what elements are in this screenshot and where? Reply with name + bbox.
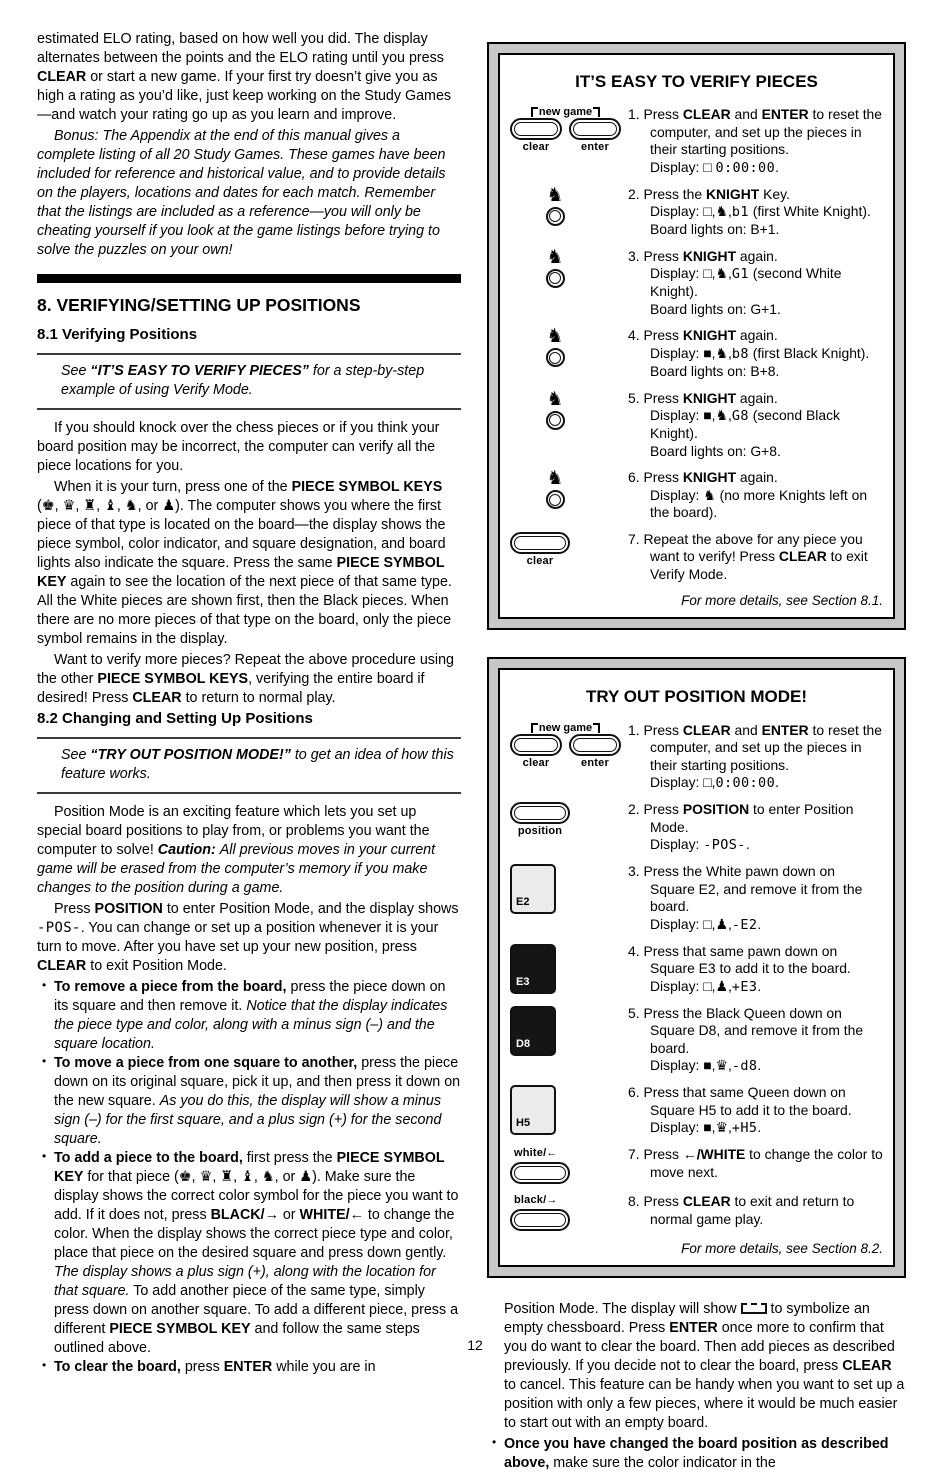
clear-keycap-icon — [510, 118, 562, 140]
clear-keycap-icon — [510, 532, 570, 554]
position-mode-box — [487, 657, 906, 1278]
callout-verify-pieces: See “IT’S EASY TO VERIFY PIECES” for a step-by-step example of using Verify Mode. — [37, 353, 461, 410]
enter-key — [569, 734, 621, 771]
position-mode-bullet-list — [37, 978, 461, 1377]
step-text: 7. Repeat the above for any piece you want to verify! Press CLEAR to exit Verify Mode. — [628, 530, 868, 582]
black-keycap-icon — [510, 1209, 570, 1231]
left-column — [37, 30, 461, 1377]
verify-pieces-box-title: IT’S EASY TO VERIFY PIECES — [575, 72, 818, 91]
verify-step-4 — [510, 327, 883, 380]
knight-key-icon — [546, 246, 565, 288]
paragraph-press-position: Press POSITION to enter Position Mode, and the display shows -POS-. You can change or set up a position whenever it is your turn to move. After you have set up your new position, press CLEAR to exit Position Mode. — [37, 901, 459, 974]
position-step-8 — [510, 1193, 883, 1231]
position-step-8-icons — [510, 1193, 628, 1231]
position-step-2 — [510, 801, 883, 854]
position-mode-box-inner — [498, 668, 895, 1267]
list-item-move-piece: • To move a piece from one square to another, press the piece down on its original square, pick it up, and then press it down on the new square. As you do this, the display will show a minus sign (–) for the first square, and a plus sign (+) for the second square. — [37, 1054, 461, 1149]
knight-glyph-icon: ♞ — [546, 388, 564, 410]
knight-key-icon — [546, 388, 565, 430]
step-text: 1. Press CLEAR and ENTER to reset the computer, and set up the pieces in their starting positions. Display: □,0:00:00. — [628, 721, 883, 792]
knight-glyph-icon: ♞ — [546, 246, 564, 268]
bracket-right — [593, 723, 600, 733]
verify-step-5 — [510, 390, 883, 461]
new-game-key-group — [510, 107, 621, 155]
list-item-once-changed: • Once you have changed the board position as described above, make sure the color indicator in the — [487, 1435, 906, 1473]
section-divider-bar — [37, 274, 461, 283]
enter-keycap-icon — [569, 118, 621, 140]
right-bottom-text — [487, 1300, 906, 1433]
round-keycap-icon — [546, 490, 565, 509]
step-text: 6. Press KNIGHT again. Display: ♞ (no more Knights left on the board). — [628, 469, 868, 521]
square-h5-icon — [510, 1085, 556, 1135]
square-e2-icon — [510, 864, 556, 914]
step-text: 8. Press CLEAR to exit and return to normal game play. — [628, 1193, 855, 1227]
paragraph-elo-rating: estimated ELO rating, based on how well you did. The display alternates between the points and the ELO rating until you press CLEAR or start a new game. If your first try doesn’t give you as high a rating as you’d like, just keep working on the Study Games—and watch your rating go up as you learn and improve. — [37, 31, 452, 123]
subsection-heading-8-1: 8.1 Verifying Positions — [37, 326, 198, 343]
step-text: 6. Press that same Queen down on Square H5 to add it to the board. Display: ■,♛,+H5. — [628, 1084, 852, 1137]
verify-step-3-icons — [510, 248, 600, 288]
verify-step-4-icons — [510, 327, 600, 367]
step-text: 3. Press KNIGHT again. Display: □,♞,G1 (second White Knight). Board lights on: G+1. — [628, 247, 842, 317]
position-step-5-icons — [510, 1005, 628, 1056]
knight-glyph-icon: ♞ — [546, 326, 564, 348]
bracket-left — [531, 107, 538, 117]
clear-key-label: clear — [522, 756, 550, 769]
box-footer-reference: For more details, see Section 8.1. — [681, 593, 883, 609]
knight-key-icon — [546, 470, 565, 509]
list-item-clear-board: • To clear the board, press ENTER while you are in — [37, 1358, 461, 1377]
round-keycap-icon — [546, 348, 565, 367]
bracket-right — [593, 107, 600, 117]
verify-pieces-box-inner — [498, 53, 895, 619]
square-d8-icon — [510, 1006, 556, 1056]
list-item-add-piece: • To add a piece to the board, first press the PIECE SYMBOL KEY for that piece (♚, ♛, ♜, ♝, ♞, or ♟). Make sure the display shows the correct color symbol for the piece you want to add. If it does not, press BLACK/→ or WHITE/← to change the color. When the display shows the correct piece type and color, place that piece on the desired square and press down gently. The display shows a plus sign (+), along with the location for that square. To add another piece of the same type, simply press down on another square. To add a different piece, press a different PIECE SYMBOL KEY and follow the same steps outlined above. — [37, 1149, 461, 1358]
position-step-4-icons — [510, 943, 628, 994]
paragraph-knock-over: If you should knock over the chess pieces or if you think your board position may be incorrect, the computer can verify all the piece locations for you. — [37, 420, 440, 474]
knight-glyph-icon: ♞ — [546, 468, 564, 490]
knight-glyph-icon: ♞ — [546, 184, 564, 206]
clear-key — [510, 734, 562, 771]
round-keycap-icon — [546, 269, 565, 288]
step-text: 2. Press the KNIGHT Key. Display: □,♞,b1 (first White Knight). Board lights on: B+1. — [628, 185, 871, 238]
clear-enter-key-pair — [510, 118, 621, 155]
paragraph-piece-symbol-keys: When it is your turn, press one of the PIECE SYMBOL KEYS (♚, ♛, ♜, ♝, ♞, or ♟). The computer shows you where the first piece of that type is located on the board—the display shows the piece symbol, color indicator, and square designation, and board lights also indicate the square. Press the same PIECE SYMBOL KEY again to see the location of the next piece of that same type. All the White pieces are shown first, then the Black pieces. When there are no more pieces of that type on the board, only the piece symbol remains in the display. — [37, 479, 452, 647]
position-step-3-icons — [510, 863, 628, 914]
paragraph-bonus-appendix: Bonus: The Appendix at the end of this manual gives a complete listing of all 20 Study Games. These games have been included for reference and historical value, and to provide details on the players, locations and dates for each match. Remember that the listings are included as a reference—you will only be cheating yourself if you look at the game listings before trying to solve the puzzles on your own! — [37, 128, 446, 258]
verify-step-1 — [510, 106, 883, 177]
clear-enter-key-pair — [510, 734, 621, 771]
white-keycap-icon — [510, 1162, 570, 1184]
clear-key — [510, 118, 562, 155]
knight-key-icon — [546, 328, 565, 367]
new-game-bracket — [510, 107, 621, 117]
position-step-3 — [510, 863, 883, 934]
enter-key-label: enter — [581, 141, 609, 154]
position-key — [510, 802, 570, 839]
square-e3-icon — [510, 944, 556, 994]
black-key-label: black/→ — [514, 1194, 558, 1207]
step-text: 2. Press POSITION to enter Position Mode. Display: -POS-. — [628, 801, 854, 854]
new-game-label: new game — [538, 721, 593, 734]
verify-step-6-icons — [510, 469, 600, 509]
right-column — [487, 42, 906, 1473]
step-text: 4. Press that same pawn down on Square E3 to add it to the board. Display: □,♟,+E3. — [628, 942, 851, 995]
clear-keycap-icon — [510, 734, 562, 756]
square-label: E3 — [516, 975, 530, 988]
step-text: 4. Press KNIGHT again. Display: ■,♞,b8 (first Black Knight). Board lights on: B+8. — [628, 327, 870, 379]
page-number: 12 — [467, 1337, 483, 1354]
square-label: H5 — [516, 1117, 531, 1130]
square-label: D8 — [516, 1037, 531, 1050]
new-game-label: new game — [538, 106, 593, 119]
square-label: E2 — [516, 896, 530, 909]
position-step-1 — [510, 722, 883, 793]
round-keycap-icon — [546, 207, 565, 226]
verify-step-2 — [510, 186, 883, 239]
position-step-4 — [510, 943, 883, 996]
new-game-bracket — [510, 723, 621, 733]
verify-step-1-icons — [510, 106, 628, 155]
verify-step-7-icons — [510, 531, 628, 569]
position-key-label: position — [517, 825, 563, 838]
step-text: 5. Press KNIGHT again. Display: ■,♞,G8 (second Black Knight). Board lights on: G+8. — [628, 389, 840, 459]
box-footer-reference: For more details, see Section 8.2. — [681, 1240, 883, 1256]
section-heading: 8. VERIFYING/SETTING UP POSITIONS — [37, 295, 361, 315]
step-text: 5. Press the Black Queen down on Square D8, and remove it from the board. Display: ■,♛,-d8. — [628, 1004, 864, 1075]
step-text: 7. Press ←/WHITE to change the color to move next. — [628, 1146, 883, 1180]
step-text: 3. Press the White pawn down on Square E2, and remove it from the board. Display: □,♟,-E2. — [628, 863, 863, 933]
clear-key — [510, 532, 570, 569]
verify-pieces-box — [487, 42, 906, 630]
position-step-5 — [510, 1005, 883, 1076]
enter-key — [569, 118, 621, 155]
paragraph-verify-more: Want to verify more pieces? Repeat the above procedure using the other PIECE SYMBOL KEYS, verifying the entire board if desired! Press CLEAR to return to normal play. — [37, 652, 455, 706]
paragraph-position-mode-intro: Position Mode is an exciting feature which lets you set up special board positions to play from, or problems you want the computer to solve! Caution: All previous moves in your current game will be erased from the computer’s memory if you make changes to the position during a game. — [37, 804, 436, 896]
position-step-7 — [510, 1146, 883, 1184]
position-mode-box-title: TRY OUT POSITION MODE! — [585, 687, 807, 707]
round-keycap-icon — [546, 411, 565, 430]
callout-position-mode: See “TRY OUT POSITION MODE!” to get an idea of how this feature works. — [37, 737, 461, 794]
white-key-label: white/← — [514, 1147, 558, 1160]
position-step-2-icons — [510, 801, 628, 839]
list-item-remove-piece: • To remove a piece from the board, press the piece down on its square and then remove it. Notice that the display indicates the piece type and color, along with a minus sign (–) and the square location. — [37, 978, 461, 1054]
position-step-7-icons — [510, 1146, 628, 1184]
position-step-1-icons — [510, 722, 628, 771]
bracket-left — [531, 723, 538, 733]
step-text: 1. Press CLEAR and ENTER to reset the computer, and set up the pieces in their starting positions. Display: □ 0:00:00. — [628, 106, 883, 176]
verify-step-3 — [510, 248, 883, 319]
verify-step-7 — [510, 531, 883, 584]
black-key — [510, 1194, 570, 1231]
position-step-6 — [510, 1084, 883, 1137]
position-keycap-icon — [510, 802, 570, 824]
subsection-heading-8-2: 8.2 Changing and Setting Up Positions — [37, 710, 313, 727]
enter-keycap-icon — [569, 734, 621, 756]
verify-step-6 — [510, 469, 883, 522]
white-key — [510, 1147, 570, 1184]
position-step-6-icons — [510, 1084, 628, 1135]
enter-key-label: enter — [581, 756, 609, 769]
new-game-key-group — [510, 723, 621, 771]
knight-key-icon — [546, 184, 565, 226]
verify-step-5-icons — [510, 390, 600, 430]
clear-key-label: clear — [526, 554, 554, 567]
clear-key-label: clear — [522, 141, 550, 154]
paragraph-clear-board-continued: Position Mode. The display will show to symbolize an empty chessboard. Press ENTER once more to confirm that you do want to clear the board. Then add pieces as described previously. If you decide not to clear the board, press CLEAR to cancel. This feature can be handy when you want to set up a position with only a few pieces, where it would be much easier to start out with an empty board. — [504, 1300, 905, 1431]
right-bottom-bullet-list — [487, 1435, 906, 1473]
verify-step-2-icons — [510, 186, 600, 226]
